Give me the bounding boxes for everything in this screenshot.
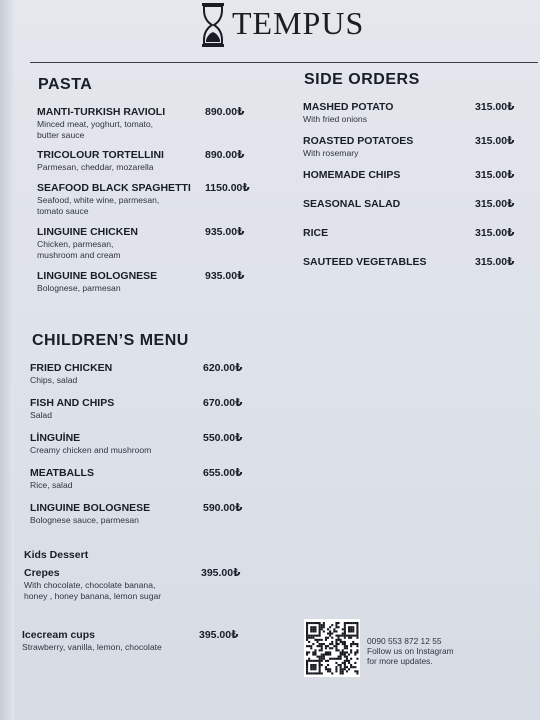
menu-item-price: 315.00₺ [475,169,515,181]
menu-item-name: HOMEMADE CHIPS [303,169,401,181]
menu-item [37,149,164,173]
menu-item-name: SAUTEED VEGETABLES [303,256,427,268]
menu-item-description: Chicken, parmesan, [37,239,114,249]
menu-item [303,198,400,210]
menu-item-name: MANTI-TURKISH RAVIOLI [37,106,166,118]
menu-item-name: SEAFOOD BLACK SPAGHETTI [37,182,191,194]
menu-item [30,502,150,526]
menu-item-description: With rosemary [303,148,359,158]
menu-item-description: mushroom and cream [37,250,121,260]
menu-item-price: 620.00₺ [203,362,243,374]
menu-item-name: FRIED CHICKEN [30,362,113,374]
kids-dessert-title: Kids Dessert [24,549,89,561]
menu-item-name: LINGUINE BOLOGNESE [30,502,151,514]
pasta-title: PASTA [38,76,93,93]
menu-item-name: Icecream cups [22,629,95,641]
menu-item-description: Minced meat, yoghurt, tomato, [37,119,154,129]
menu-item [37,106,165,141]
menu-item-description: tomato sauce [37,206,89,216]
contact-instagram-line-2: for more updates. [367,656,433,666]
menu-item-name: LINGUINE BOLOGNESE [37,270,158,282]
menu-item-description: Bolognese, parmesan [37,283,121,293]
side-orders-title: SIDE ORDERS [304,71,420,88]
menu-item-name: LINGUINE CHICKEN [37,226,138,238]
contact-info [367,636,454,666]
menu-item-description: Salad [30,410,52,420]
menu-item [30,467,94,491]
menu-item [30,432,151,456]
menu-item-price: 890.00₺ [205,149,245,161]
menu-item-description: honey , honey banana, lemon sugar [24,591,162,601]
menu-item-price: 315.00₺ [475,198,515,210]
menu-item-description: Bolognese sauce, parmesan [30,515,139,525]
qr-code-icon[interactable] [304,619,360,677]
menu-item-price: 1150.00₺ [205,182,250,194]
menu-item [303,135,413,159]
menu-item-price: 935.00₺ [205,270,245,282]
menu-item [22,629,162,653]
menu-item-name: LİNGUİNE [30,432,81,444]
menu-item [37,182,191,217]
menu-item-name: SEASONAL SALAD [303,198,401,210]
children-menu-title: CHILDREN’S MENU [32,332,189,349]
menu-item-name: TRICOLOUR TORTELLINI [37,149,164,161]
contact-instagram-line-1: Follow us on Instagram [367,646,454,656]
menu-item-price: 670.00₺ [203,397,243,409]
menu-item-name: RICE [303,227,329,239]
menu-item-price: 590.00₺ [203,502,243,514]
menu-item-name: MASHED POTATO [303,101,394,113]
menu-item-description: Creamy chicken and mushroom [30,445,152,455]
menu-item-description: Chips, salad [30,375,78,385]
menu-item [37,270,157,294]
menu-item [30,362,112,386]
menu-item [24,567,161,602]
menu-item [303,227,328,239]
menu-item-name: MEATBALLS [30,467,94,479]
brand-logo [200,2,380,50]
menu-item-description: Rice, salad [30,480,73,490]
menu-item [37,226,138,261]
menu-item-description: Parmesan, cheddar, mozarella [37,162,154,172]
menu-item-price: 655.00₺ [203,467,243,479]
menu-item-price: 315.00₺ [475,227,515,239]
menu-item-description: butter sauce [37,130,85,140]
menu-item-price: 550.00₺ [203,432,243,444]
menu-item-price: 315.00₺ [475,101,515,113]
contact-phone: 0090 553 872 12 55 [367,636,442,646]
menu-item-price: 395.00₺ [201,567,241,579]
menu-item [303,101,393,125]
menu-item [30,397,114,421]
menu-item-price: 935.00₺ [205,226,245,238]
menu-item-price: 395.00₺ [199,629,239,641]
menu-item [303,256,427,268]
page-edge-shadow [0,0,14,720]
menu-item-description: Strawberry, vanilla, lemon, chocolate [22,642,162,652]
hourglass-icon [200,2,226,48]
menu-item-name: Crepes [24,567,60,579]
menu-item-name: ROASTED POTATOES [303,135,414,147]
menu-item-description: With chocolate, chocolate banana, [24,580,156,590]
menu-item-price: 315.00₺ [475,135,515,147]
menu-item-description: With fried onions [303,114,368,124]
menu-item-name: FISH AND CHIPS [30,397,115,409]
menu-item [303,169,400,181]
brand-name: TEMPUS [232,5,365,41]
menu-item-price: 315.00₺ [475,256,515,268]
menu-item-price: 890.00₺ [205,106,245,118]
menu-item-description: Seafood, white wine, parmesan, [37,195,160,205]
header-divider [30,62,538,63]
